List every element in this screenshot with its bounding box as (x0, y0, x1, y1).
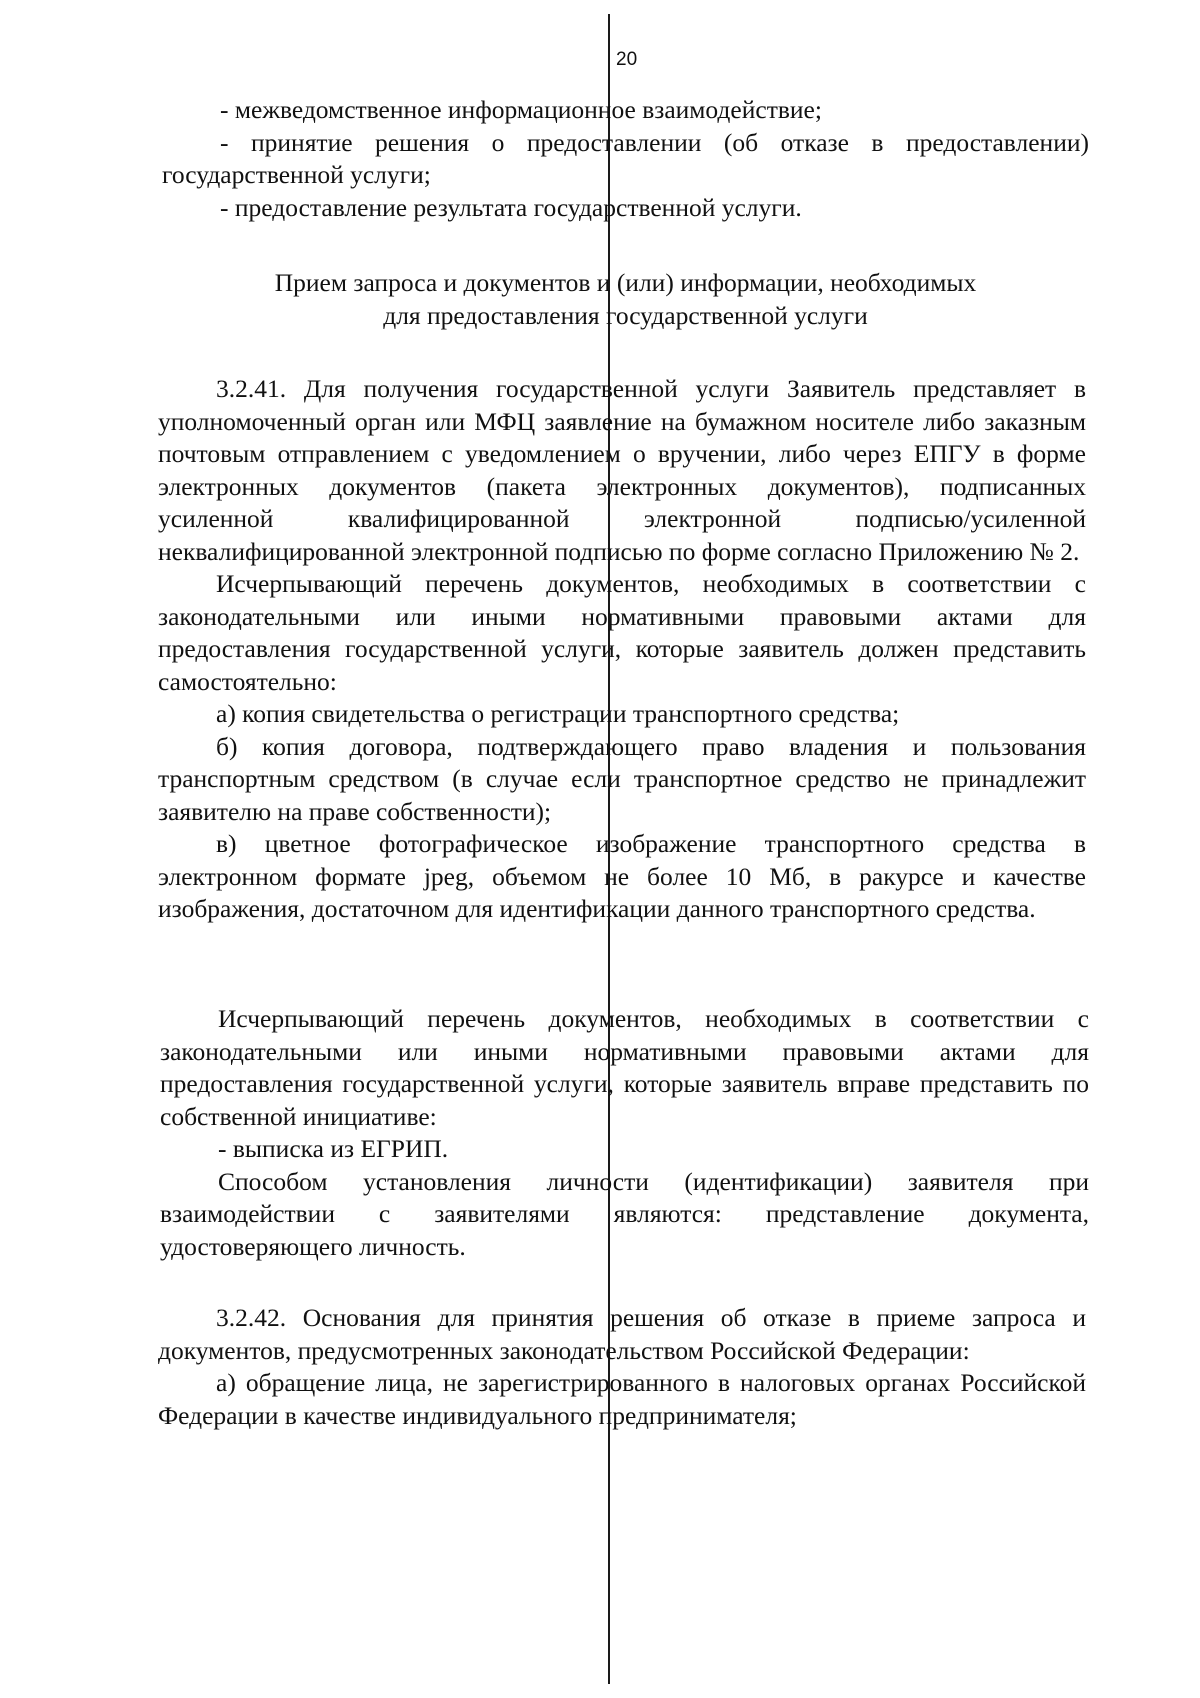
list-item: - выписка из ЕГРИП. (218, 1134, 449, 1163)
section-heading-line: для предоставления государственной услуги (383, 301, 868, 330)
clause-paragraph: 3.2.41. Для получения государственной услуги Заявитель представляет в уполномоченный орган или МФЦ заявление на бумажном носителе либо заказным почтовым отправлением с уведомлением о вручении, либо через ЕПГУ в форме электронных документов (пакета электронных документов), подписанных усиленной квалифицированной электронной подписью/усиленной неквалифицированной электронной подписью по форме согласно Приложению № 2. (158, 374, 1086, 566)
clause-paragraph: Способом установления личности (идентификации) заявителя при взаимодействии с заявителями являются: представление документа, удостоверяющего личность. (160, 1166, 1089, 1261)
page-number: 20 (616, 49, 638, 70)
optional-documents (160, 1003, 1089, 1263)
section-heading (162, 266, 1089, 332)
intro-item: - предоставление результата государственной услуги. (220, 192, 802, 222)
clause-3-2-41 (158, 373, 1086, 926)
list-item: в) цветное фотографическое изображение транспортного средства в электронном формате jpeg, объемом не более 10 Мб, в ракурсе и качестве изображения, достаточном для идентификации данного транспортного средства. (158, 829, 1086, 923)
clause-3-2-42 (158, 1302, 1086, 1432)
list-item: а) копия свидетельства о регистрации транспортного средства; (216, 699, 900, 728)
intro-list (162, 94, 1089, 224)
clause-paragraph: Исчерпывающий перечень документов, необходимых в соответствии с законодательными или иными нормативными правовыми актами для предоставления государственной услуги, которые заявитель вправе представить по собственной инициативе: (160, 1004, 1089, 1131)
intro-item: - принятие решения о предоставлении (об отказе в предоставлении) государственной услуги; (162, 127, 1089, 189)
clause-paragraph: 3.2.42. Основания для принятия решения об отказе в приеме запроса и документов, предусмотренных законодательством Российской Федерации: (158, 1303, 1086, 1365)
list-item: б) копия договора, подтверждающего право владения и пользования транспортным средством (в случае если транспортное средство не принадлежит заявителю на праве собственности); (158, 731, 1086, 826)
intro-item: - межведомственное информационное взаимодействие; (220, 95, 822, 124)
clause-paragraph: Исчерпывающий перечень документов, необходимых в соответствии с законодательными или иными нормативными правовыми актами для предоставления государственной услуги, которые заявитель должен представить самостоятельно: (158, 569, 1086, 696)
list-item: а) обращение лица, не зарегистрированного в налоговых органах Российской Федерации в качестве индивидуального предпринимателя; (158, 1368, 1086, 1430)
section-heading-line: Прием запроса и документов и (или) информации, необходимых (274, 268, 977, 297)
